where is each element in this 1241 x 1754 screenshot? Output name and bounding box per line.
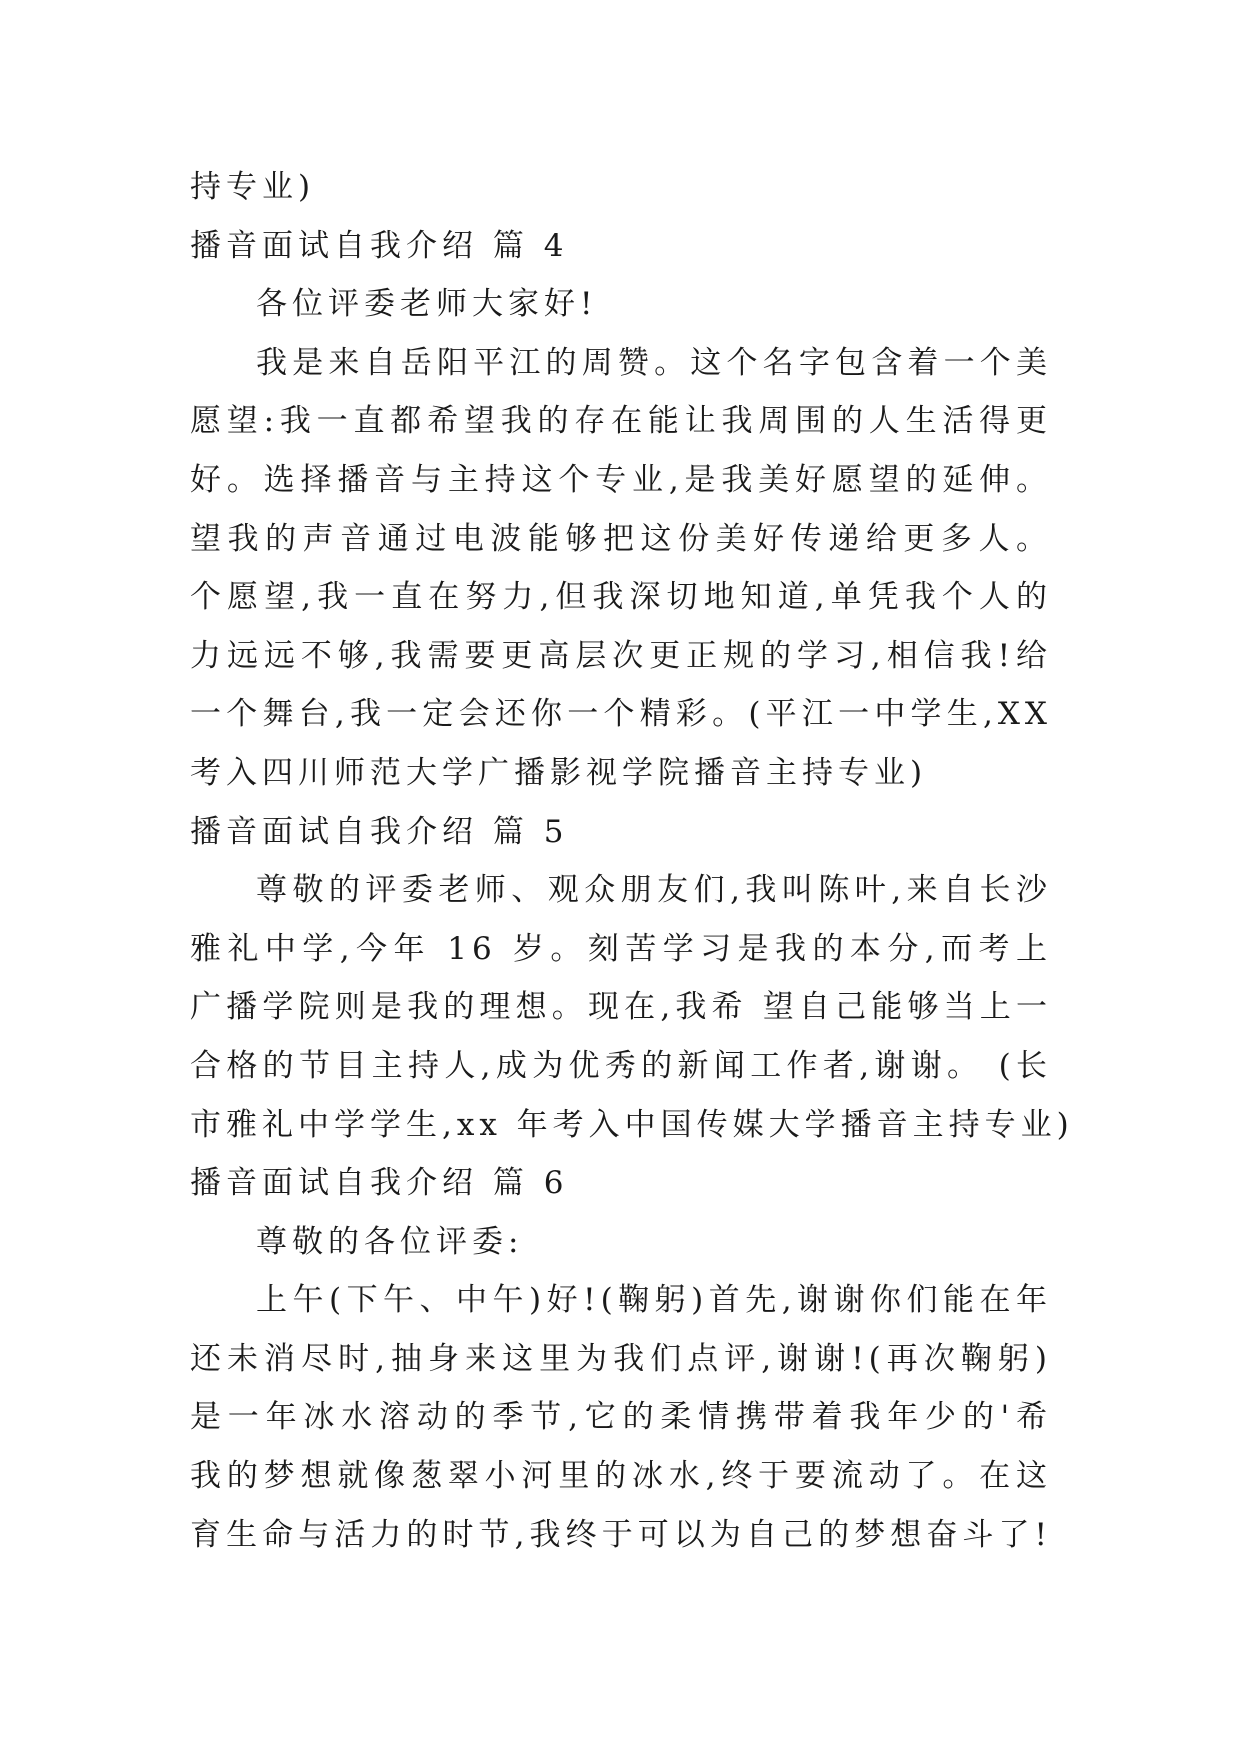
body-line: 育生命与活力的时节,我终于可以为自己的梦想奋斗了!	[190, 1516, 1052, 1553]
section-heading: 播音面试自我介绍 篇 4	[190, 227, 569, 264]
greeting-line: 各位评委老师大家好!	[256, 286, 598, 323]
paragraph-first-line: 我是来自岳阳平江的周赞。这个名字包含着一个美	[256, 344, 1052, 381]
body-line: 一个舞台,我一定会还你一个精彩。(平江一中学生,XX	[190, 696, 1052, 733]
body-line: 市雅礼中学学生,xx 年考入中国传媒大学播音主持专业)	[190, 1106, 1074, 1143]
section-heading: 播音面试自我介绍 篇 6	[190, 1165, 569, 1202]
paragraph-first-line: 上午(下午、中午)好!(鞠躬)首先,谢谢你们能在年	[256, 1282, 1052, 1319]
section-heading: 播音面试自我介绍 篇 5	[190, 813, 569, 850]
body-line: 好。选择播音与主持这个专业,是我美好愿望的延伸。	[190, 461, 1052, 498]
body-line: 个愿望,我一直在努力,但我深切地知道,单凭我个人的	[190, 579, 1052, 616]
body-line: 广播学院则是我的理想。现在,我希 望自己能够当上一	[190, 989, 1052, 1026]
body-line: 雅礼中学,今年 16 岁。刻苦学习是我的本分,而考上	[190, 930, 1052, 967]
body-line: 持专业)	[190, 169, 316, 205]
document-body	[190, 158, 1074, 1564]
body-line: 力远远不够,我需要更高层次更正规的学习,相信我!给	[190, 637, 1052, 674]
body-line: 是一年冰水溶动的季节,它的柔情携带着我年少的'希	[190, 1399, 1052, 1436]
greeting-line: 尊敬的各位评委:	[256, 1223, 524, 1260]
body-line: 合格的节目主持人,成为优秀的新闻工作者,谢谢。 (长	[190, 1047, 1052, 1084]
body-line: 考入四川师范大学广播影视学院播音主持专业)	[190, 754, 928, 791]
body-line: 望我的声音通过电波能够把这份美好传递给更多人。	[190, 520, 1052, 557]
body-line: 愿望:我一直都希望我的存在能让我周围的人生活得更	[190, 403, 1052, 440]
body-line: 还未消尽时,抽身来这里为我们点评,谢谢!(再次鞠躬)	[190, 1340, 1052, 1377]
body-line: 我的梦想就像葱翠小河里的冰水,终于要流动了。在这	[190, 1458, 1052, 1495]
paragraph-first-line: 尊敬的评委老师、观众朋友们,我叫陈叶,来自长沙	[256, 872, 1052, 909]
